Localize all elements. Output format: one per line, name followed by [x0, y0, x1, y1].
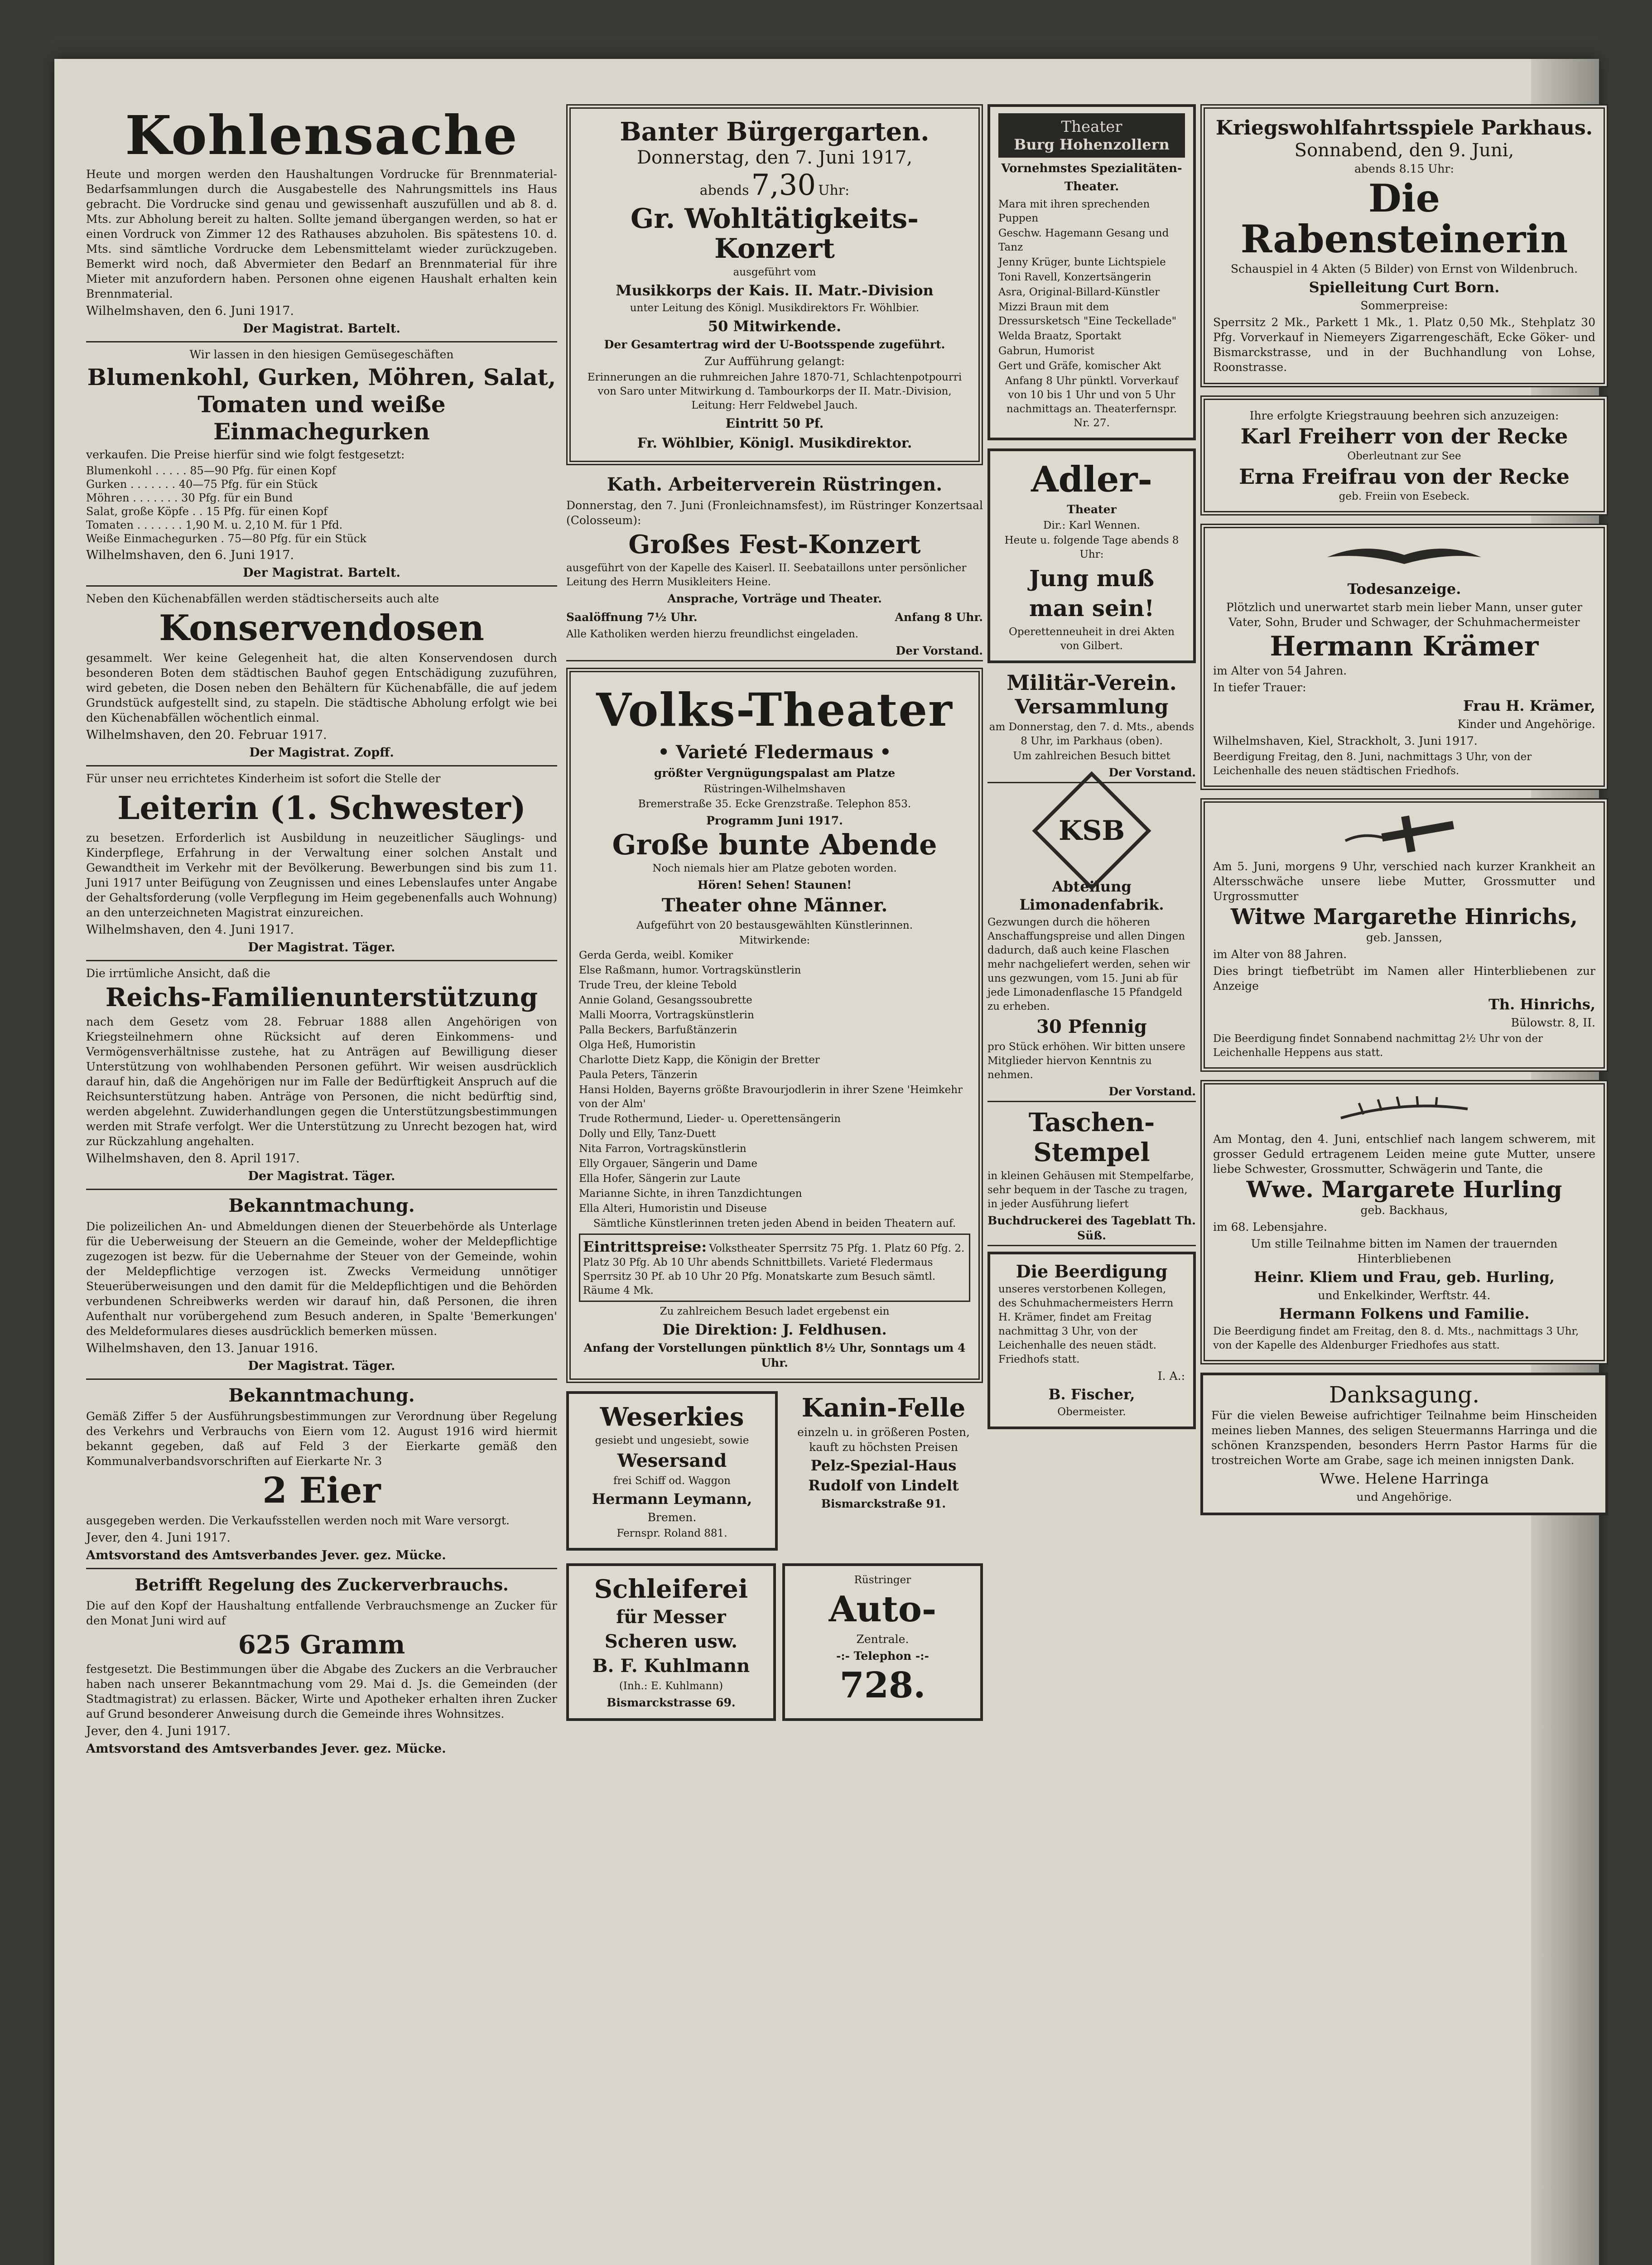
notice-leiterin: [86, 771, 557, 955]
mourner: Frau H. Krämer,: [1463, 697, 1595, 714]
price-list: [86, 464, 557, 545]
logo-line2: Burg Hohenzollern: [1014, 136, 1170, 153]
ad-kriegswohlfahrtsspiele: [1200, 104, 1608, 387]
notice-intro: Die irrtümliche Ansicht, daß die: [86, 967, 270, 980]
ad-banter-buergergarten: [566, 104, 983, 465]
ad-event2: Theater ohne Männer.: [661, 895, 888, 916]
ad-entry: Eintritt 50 Pf.: [725, 416, 824, 431]
palm-branch-icon: [1336, 1095, 1472, 1127]
price-row: Salat, große Köpfe . . 15 Pfg. für einen Kopf: [86, 505, 328, 518]
ad-title: Auto-: [828, 1589, 937, 1630]
ad-signature: Der Vorstand.: [1108, 766, 1196, 779]
divider: [86, 960, 557, 961]
act-item: Asra, Original-Billard-Künstler: [998, 286, 1160, 298]
ad-text: Für die vielen Beweise aufrichtiger Teilnahme beim Hinscheiden meines lieben Mannes, des seligen Steuermanns Harringa und die schönen Kranzspenden, besonders Herrn Pastor Harms für die trostreichen Worte am Grabe, sage ich meinen innigsten Dank.: [1211, 1409, 1597, 1467]
notice-date: Wilhelmshaven, den 6. Juni 1917.: [86, 304, 294, 318]
notice-text: ausgegeben werden. Die Verkaufsstellen werden noch mit Ware versorgt.: [86, 1514, 510, 1527]
notice-signature: Der Magistrat. Bartelt.: [243, 566, 400, 580]
act-item: Gabrun, Humorist: [998, 345, 1094, 357]
performer: Marianne Sichte, in ihren Tanzdichtungen: [579, 1188, 802, 1200]
funeral-info: Die Beerdigung findet am Freitag, den 8. d. Mts., nachmittags 3 Uhr, von der Kapelle des Aldenburger Friedhofes aus statt.: [1213, 1325, 1579, 1351]
performer: Olga Heß, Humoristin: [579, 1039, 696, 1051]
notice-title: Reichs-Familienunterstützung: [105, 983, 538, 1012]
deceased-age: im 68. Lebensjahre.: [1213, 1220, 1327, 1234]
ad-title: Kriegswohlfahrtsspiele Parkhaus.: [1215, 116, 1593, 140]
ad-title: Danksagung.: [1329, 1382, 1480, 1408]
ad-city: Bremen.: [647, 1511, 697, 1524]
ad-shop: Pelz-Spezial-Haus: [810, 1457, 957, 1474]
deceased-age: im Alter von 88 Jahren.: [1213, 948, 1347, 961]
ad-name: B. Fischer,: [1048, 1386, 1135, 1403]
act-item: Toni Ravell, Konzertsängerin: [998, 271, 1151, 283]
performer: Malli Moorra, Vortragskünstlerin: [579, 1009, 754, 1021]
ad-time: abends 8.15 Uhr:: [1354, 162, 1454, 175]
notice-signature: Der Magistrat. Täger.: [248, 1169, 395, 1183]
ad-shop: Buchdruckerei des Tageblatt Th. Süß.: [987, 1214, 1196, 1242]
ad-direction: Die Direktion: J. Feldhusen.: [662, 1321, 887, 1338]
price-text: Sperrsitz 2 Mk., Parkett 1 Mk., 1. Platz 0,50 Mk., Stehplatz 30 Pfg. Vorverkauf in Niemeyers Zigarrengeschäft, Ecke Göker- und Bismarckstrasse, und in der Buchhandlung von Lohse, Roonstrasse.: [1213, 316, 1595, 374]
ad-lead: Spielleitung Curt Born.: [1309, 279, 1500, 296]
mourner3: Hermann Folkens und Familie.: [1279, 1305, 1530, 1322]
ad-program-title: Zur Aufführung gelangt:: [704, 355, 845, 368]
ad-invite: Alle Katholiken werden hierzu freundlichst eingeladen.: [566, 628, 859, 640]
ad-extra: Ansprache, Vorträge und Theater.: [667, 592, 882, 605]
mourner2: Kinder und Angehörige.: [1457, 718, 1595, 731]
column-official-notices: [86, 104, 557, 1759]
ad-price: 30 Pfennig: [1036, 1016, 1147, 1037]
performer: Nita Farron, Vortragskünstlerin: [579, 1143, 747, 1155]
notice-text: Gemäß Ziffer 5 der Ausführungsbestimmungen zur Verordnung über Regelung des Verkehrs und Verbrauchs von Eiern vom 12. August 1916 wird hiermit bekannt gegeben, daß auf Feld 3 der Eierkarte gemäß den Kommunalverbandsvorschriften auf Eierkarte Nr. 3: [86, 1410, 557, 1468]
notice-intro: Neben den Küchenabfällen werden städtischerseits auch alte: [86, 592, 439, 605]
ad-role: Obermeister.: [1057, 1406, 1126, 1418]
performer: Ella Alteri, Humoristin und Diseuse: [579, 1203, 767, 1214]
divider: [86, 585, 557, 587]
ad-text: einzeln u. in größeren Posten, kauft zu höchsten Preisen: [797, 1426, 970, 1454]
ad-top: Rüstringer: [854, 1574, 911, 1586]
grief-label: Um stille Teilnahme bitten im Namen der trauernden Hinterbliebenen: [1251, 1237, 1558, 1265]
ad-sand: Wesersand: [617, 1450, 727, 1471]
notice-sub: verkaufen. Die Preise hierfür sind wie folgt festgesetzt:: [86, 448, 405, 461]
act-item: Mizzi Braun mit dem Dressursketsch "Eine Teckellade": [998, 301, 1177, 327]
ad-title: Todesanzeige.: [1347, 580, 1461, 598]
ad-program: Erinnerungen an die ruhmreichen Jahre 1870-71, Schlachtenpotpourri von Saro unter Mitwirkung d. Tambourkorps der II. Matr.-Division, Leitung: Herr Feldwebel Jauch.: [587, 371, 962, 411]
notice-reichs: [86, 966, 557, 1184]
ad-title: Volks-Theater: [596, 683, 953, 737]
ad-title: Kanin-Felle: [801, 1393, 966, 1423]
divider: [86, 1378, 557, 1380]
performer: Trude Rothermund, Lieder- u. Operettensängerin: [579, 1113, 841, 1125]
ad-name: Hermann Leymann,: [592, 1490, 752, 1508]
ad-play: Jung muß man sein!: [1029, 565, 1155, 622]
ad-militaer-verein: [987, 671, 1196, 783]
notice-title: Kohlensache: [125, 104, 518, 167]
act-item: Geschw. Hagemann Gesang und Tanz: [998, 227, 1169, 253]
performer: Ella Hofer, Sängerin zur Laute: [579, 1173, 741, 1185]
groom-name: Karl Freiherr von der Recke: [1240, 424, 1568, 448]
ad-auto-zentrale: [782, 1563, 983, 1721]
notice-date: Wilhelmshaven, den 4. Juni 1917.: [86, 923, 294, 937]
ad-desc: Operettenneuheit in drei Akten von Gilbert.: [1009, 626, 1175, 652]
notice-text: gesammelt. Wer keine Gelegenheit hat, die alten Konservendosen durch besonderen Boten dem städtischen Bauhof gegen Entschädigung zuzuführen, wird gebeten, die Dosen neben den Behältern für Küchenabfälle, die auf jedem Grundstück aufgestellt sind, zu stapeln. Die städtische Abholung erfolgt wie bei den Küchenabfällen wöchentlich einmal.: [86, 651, 557, 724]
notice-zucker: [86, 1574, 557, 1757]
ad-visit: Um zahlreichen Besuch bittet: [1013, 750, 1170, 762]
performer: Else Raßmann, humor. Vortragskünstlerin: [579, 964, 801, 976]
ad-phone: Fernspr. Roland 881.: [616, 1528, 727, 1539]
column-events: [566, 104, 983, 1729]
ad-note: Anfang 8 Uhr pünktl. Vorverkauf von 10 bis 1 Uhr und von 5 Uhr nachmittags an. Theaterfernspr. Nr. 27.: [1005, 375, 1179, 429]
ad-date: Sonnabend, den 9. Juni,: [1294, 140, 1514, 161]
ad-text: Am 5. Juni, morgens 9 Uhr, verschied nach kurzer Krankheit an Altersschwäche unsere liebe Mutter, Grossmutter und Urgrossmutter: [1213, 860, 1595, 903]
deceased-name: Wwe. Margarete Hurling: [1246, 1176, 1562, 1203]
ad-event: Große bunte Abende: [612, 828, 937, 861]
performer: Annie Goland, Gesangssoubrette: [579, 994, 752, 1006]
ad-phone-label: -:- Telephon -:-: [836, 1649, 929, 1663]
notice-signature: Der Magistrat. Täger.: [248, 940, 395, 954]
notice-konservendosen: [86, 591, 557, 761]
ad-title: Taschen-Stempel: [1028, 1108, 1155, 1167]
time-suffix: Uhr:: [818, 183, 850, 198]
notice-date: Wilhelmshaven, den 13. Januar 1916.: [86, 1341, 318, 1355]
eagle-icon: [1323, 539, 1486, 575]
ad-date: Donnerstag, den 7. Juni (Fronleichnamsfest), im Rüstringer Konzertsaal (Colosseum):: [566, 499, 983, 527]
ad-address: Bismarckstraße 91.: [821, 1497, 946, 1510]
notice-text: Heute und morgen werden den Haushaltungen Vordrucke für Brennmaterial-Bedarfsammlungen durch die Ausgabestelle des Nahrungsmittels ins Haus gebracht. Die Vordrucke sind genau und gewissenhaft auszufüllen und ab 8. d. Mts. zur Abholung bereit zu halten. Sollte jemand übergangen werden, so hat er einen Vordruck von Zimmer 12 des Rathauses abzuholen. Bis spätestens 10. d. Mts. sind sämtliche Vordrucke dem Lebensmittelamt wieder zurückzugeben. Bemerkt wird noch, daß Abvermieter den Bedarf an Brennmaterial für ihre Mieter mit anzufordern haben. Personen ohne eigenen Haushalt erhalten kein Brennmaterial.: [86, 168, 557, 300]
ad-taschenstempel: [987, 1108, 1196, 1246]
ad-by: ausgeführt vom: [733, 266, 816, 278]
ad-name: B. F. Kuhlmann: [592, 1655, 750, 1677]
ad-text: Am Montag, den 4. Juni, entschlief nach langem schwerem, mit grosser Geduld ertragenem Leiden meine gute Mutter, unsere liebe Schwester, Grossmutter, Schwägerin und Tante, die: [1213, 1132, 1595, 1176]
ad-visit: Zu zahlreichem Besuch ladet ergebenst ein: [660, 1306, 890, 1317]
price-row: Tomaten . . . . . . . 1,90 M. u. 2,10 M. für 1 Pfd.: [86, 519, 343, 531]
mourner: Heinr. Kliem und Frau, geb. Hurling,: [1254, 1268, 1555, 1286]
act-item: Mara mit ihren sprechenden Puppen: [998, 198, 1150, 224]
ad-sub: • Varieté Fledermaus •: [658, 742, 891, 763]
notice-intro: Wir lassen in den hiesigen Gemüsegeschäften: [189, 348, 454, 361]
deceased-born: geb. Backhaus,: [1360, 1204, 1448, 1217]
mourner: Th. Hinrichs,: [1488, 996, 1595, 1013]
deceased-born: geb. Janssen,: [1366, 931, 1443, 944]
ad-meeting: Versammlung: [1015, 695, 1169, 718]
funeral-info: Die Beerdigung findet Sonnabend nachmittag 2½ Uhr von der Leichenhalle Heppens aus statt.: [1213, 1033, 1543, 1059]
ad-ia: I. A.:: [1157, 1369, 1185, 1383]
ad-text: unseres verstorbenen Kollegen, des Schuhmachermeisters Herrn H. Krämer, findet am Freitag nachmittag 3 Uhr, von der Leichenhalle des neuen städt. Friedhofs statt.: [998, 1283, 1174, 1365]
ad-open: Saalöffnung 7½ Uhr.: [566, 611, 698, 624]
divider: [86, 341, 557, 342]
ad-owner: (Inh.: E. Kuhlmann): [619, 1680, 723, 1692]
performer: Gerda Gerda, weibl. Komiker: [579, 949, 733, 961]
performer: Elly Orgauer, Sängerin und Dame: [579, 1158, 757, 1170]
price-row: Möhren . . . . . . . 30 Pfg. für ein Bund: [86, 492, 293, 504]
notice-title: Leiterin (1. Schwester): [117, 789, 526, 827]
ad-director: Dir.: Karl Wennen.: [1043, 520, 1140, 531]
notice-title: Bekanntmachung.: [228, 1195, 415, 1216]
ad-count: 50 Mitwirkende.: [708, 318, 842, 335]
ksb-logo: [1032, 771, 1151, 890]
time-value: 7,30: [751, 169, 816, 202]
notice-date: Wilhelmshaven, den 6. Juni 1917.: [86, 548, 294, 562]
ad-play: Die Rabensteinerin: [1240, 176, 1568, 261]
deceased-name: Hermann Krämer: [1270, 631, 1539, 662]
ad-title: Adler-: [1031, 459, 1152, 500]
ad-note: Dies bringt tiefbetrübt im Namen aller Hinterbliebenen zur Anzeige: [1213, 964, 1595, 993]
cross-icon: [1336, 814, 1472, 854]
ad-signature: Der Vorstand.: [1108, 1085, 1196, 1098]
ad-band: Musikkorps der Kais. II. Matr.-Division: [616, 282, 934, 299]
mourner2: und Enkelkinder, Werftstr. 44.: [1318, 1289, 1491, 1302]
ad-title: Militär-Verein.: [1007, 670, 1177, 695]
ad-today: Heute u. folgende Tage abends 8 Uhr:: [1004, 535, 1179, 560]
ad-desc: Vornehmstes Spezialitäten-Theater.: [1001, 162, 1182, 193]
performer: Dolly und Elly, Tanz-Duett: [579, 1128, 716, 1140]
performers-title: Mitwirkende:: [739, 935, 810, 946]
mourner-address: Bülowstr. 8, II.: [1511, 1016, 1595, 1029]
notice-text: festgesetzt. Die Bestimmungen über die Abgabe des Zuckers an die Verbraucher haben nach unserer Bekanntmachung vom 29. Mai d. Js. die Gemeinden (der Stadtmagistrat) zu erlassen. Bäcker, Wirte und Apotheker erhalten ihren Zucker auf Grund besonderer Anweisung durch die Gemeinde ihres Wohnsitzes.: [86, 1663, 557, 1720]
signer-family: und Angehörige.: [1356, 1490, 1452, 1504]
ad-kanin-felle: [784, 1391, 983, 1559]
ad-address: Bremerstraße 35. Ecke Grenzstraße. Telephon 853.: [638, 798, 911, 810]
notice-kohlensache: [86, 106, 557, 337]
ad-proceeds: Der Gesamtertrag wird der U-Bootsspende zugeführt.: [604, 338, 945, 351]
ad-todesanzeige-kraemer: [1200, 524, 1608, 790]
ad-cast-note: Aufgeführt von 20 bestausgewählten Künstlerinnen.: [636, 920, 913, 931]
ad-weserkies: [566, 1391, 778, 1551]
notice-gemuese: [86, 347, 557, 581]
notice-date: Jever, den 4. Juni 1917.: [86, 1531, 231, 1545]
act-item: Gert und Gräfe, komischer Akt: [998, 360, 1161, 372]
notice-bekanntmachung-2: [86, 1384, 557, 1563]
ad-beerdigung: [987, 1252, 1196, 1429]
ad-program: Programm Juni 1917.: [706, 814, 843, 827]
ad-signature: Fr. Wöhlbier, Königl. Musikdirektor.: [637, 435, 912, 451]
performer: Palla Beckers, Barfußtänzerin: [579, 1024, 737, 1036]
bride-born: geb. Freiin von Esebeck.: [1339, 491, 1470, 502]
ad-phone: 728.: [839, 1665, 926, 1706]
ad-place: Rüstringen-Wilhelmshaven: [703, 783, 846, 795]
ad-times: [566, 608, 983, 626]
price-title: Eintrittspreise:: [583, 1238, 707, 1255]
ad-date: am Donnerstag, den 7. d. Mts., abends 8 Uhr, im Parkhaus (oben).: [989, 721, 1194, 747]
ad-sub: Theater: [1067, 503, 1117, 516]
ad-address: Bismarckstrasse 69.: [607, 1696, 736, 1709]
ad-intro: Ihre erfolgte Kriegstrauung beehren sich anzuzeigen:: [1249, 409, 1559, 422]
performer: Charlotte Dietz Kapp, die Königin der Bretter: [579, 1054, 820, 1066]
act-item: Jenny Krüger, bunte Lichtspiele: [998, 256, 1166, 268]
ad-time: [579, 169, 970, 202]
logo-text: KSB: [1058, 814, 1125, 847]
ad-date: Donnerstag, den 7. Juni 1917,: [636, 147, 913, 168]
ad-desc: Schauspiel in 4 Akten (5 Bilder) von Ernst von Wildenbruch.: [1230, 262, 1578, 275]
notice-title: Betrifft Regelung des Zuckerverbrauchs.: [135, 1576, 509, 1595]
price-text: Volkstheater Sperrsitz 75 Pfg. 1. Platz 60 Pfg. 2. Platz 30 Pfg. Ab 10 Uhr abends Schnittbillets. Varieté Fledermaus Sperrsitz 30 Pf. ab 10 Uhr 20 Pfg. Monatskarte zum Besuch sämtl. Räume 4 Mk.: [583, 1243, 965, 1296]
price-box: [579, 1234, 970, 1302]
notice-title: Konservendosen: [159, 607, 484, 649]
ad-title: Abteilung Limonadenfabrik.: [1019, 878, 1164, 913]
ad-title: Kath. Arbeiterverein Rüstringen.: [607, 474, 943, 495]
signer-name: Wwe. Helene Harringa: [1320, 1470, 1489, 1487]
ad-title: Banter Bürgergarten.: [620, 117, 930, 147]
ad-row-bottom: [566, 1563, 983, 1729]
deceased-age: im Alter von 54 Jahren.: [1213, 664, 1347, 677]
theater-logo: [998, 113, 1185, 158]
time-prefix: abends: [699, 183, 749, 198]
ad-text: Plötzlich und unerwartet starb mein lieber Mann, unser guter Vater, Sohn, Bruder und Schwager, der Schuhmachermeister: [1226, 601, 1583, 629]
notice-text: zu besetzen. Erforderlich ist Ausbildung in neuzeitlicher Säuglings- und Kinderpflege, Erfahrung in der Verwaltung einer solchen Anstalt und Gewandtheit im Verkehr mit der Bevölkerung. Bewerbungen sind bis zum 11. Juni 1917 unter Beifügung von Zeugnissen und eines Lebenslaufes unter Angabe der Gehaltsforderung (volle Verpflegung im Heim gegebenenfalls auch Wohnung) an den unterzeichneten Magistrat einzureichen.: [86, 831, 557, 919]
ad-danksagung: [1200, 1373, 1608, 1515]
notice-title: Blumenkohl, Gurken, Möhren, Salat, Tomaten und weiße Einmachegurken: [87, 364, 556, 445]
sugar-amount: 625 Gramm: [238, 1630, 405, 1660]
act-item: Welda Braatz, Sportakt: [998, 330, 1122, 342]
ad-volks-theater: [566, 668, 983, 1383]
grief-label: In tiefer Trauer:: [1213, 681, 1306, 694]
ad-text2: pro Stück erhöhen. Wir bitten unsere Mitglieder hiervon Kenntnis zu nehmen.: [987, 1041, 1185, 1081]
notice-text: Die polizeilichen An- und Abmeldungen dienen der Steuerbehörde als Unterlage für die Ueberweisung der Steuern an die Gemeinde, woher der Meldepflichtige zugezogen ist bezw. für die Uebernahme der Steuer von der Gemeinde, wohin der Meldepflichtige verzogen ist. Zwecks Vermeidung unnötiger Steuerüberweisungen und den damit für die Meldepflichtigen und die Behörden verbundenen Schreibwerks werden wir darauf hin, daß Personen, die ihren Aufenthalt nur vorübergehend zum Besuch anderen, in Spalte 'Bemerkungen' des Meldeformulares dieses ausdrücklich bemerken müssen.: [86, 1220, 557, 1338]
ad-start: Anfang 8 Uhr.: [895, 611, 983, 624]
column-family-notices: [1200, 104, 1608, 1523]
ad-text: ausgeführt von der Kapelle des Kaiserl. II. Seebataillons unter persönlicher Leitung des Herrn Musikleiters Heine.: [566, 562, 967, 588]
ad-event: Gr. Wohltätigkeits-Konzert: [630, 203, 919, 265]
ad-limonadenfabrik: [987, 789, 1196, 1102]
logo-line1: Theater: [1061, 118, 1122, 136]
performer: Hansi Holden, Bayerns größte Bravourjodlerin in ihrer Szene 'Heimkehr von der Alm': [579, 1084, 963, 1110]
ad-title: Weserkies: [600, 1402, 744, 1432]
ad-all: Sämtliche Künstlerinnen treten jeden Abend in beiden Theatern auf.: [593, 1218, 956, 1229]
price-row: Gurken . . . . . . . 40—75 Pfg. für ein Stück: [86, 478, 318, 491]
ad-hear: Hören! Sehen! Staunen!: [697, 878, 852, 892]
notice-signature: Der Magistrat. Täger.: [248, 1359, 395, 1373]
funeral-info: Beerdigung Freitag, den 8. Juni, nachmittags 3 Uhr, von der Leichenhalle des neuen städtischen Friedhofs.: [1213, 751, 1532, 777]
deceased-name: Witwe Margarethe Hinrichs,: [1230, 904, 1578, 930]
divider: [86, 1568, 557, 1569]
divider: [86, 765, 557, 766]
notice-title: Bekanntmachung.: [228, 1385, 415, 1406]
ad-signature: Der Vorstand.: [896, 644, 983, 657]
notice-date: Wilhelmshaven, den 8. April 1917.: [86, 1152, 300, 1166]
price-title: Sommerpreise:: [1360, 299, 1448, 312]
ad-desc: gesiebt und ungesiebt, sowie: [595, 1435, 749, 1446]
egg-amount: 2 Eier: [262, 1470, 381, 1511]
groom-rank: Oberleutnant zur See: [1347, 450, 1461, 462]
price-row: Blumenkohl . . . . . 85—90 Pfg. für einen Kopf: [86, 464, 336, 477]
performer: Trude Treu, der kleine Tebold: [579, 979, 737, 991]
act-list: [998, 198, 1185, 373]
notice-intro: Für unser neu errichtetes Kinderheim ist sofort die Stelle der: [86, 772, 441, 785]
column-small-ads: [987, 104, 1196, 1437]
ad-date: Wilhelmshaven, Kiel, Strackholt, 3. Juni 1917.: [1213, 734, 1478, 747]
ad-todesanzeige-hurling: [1200, 1080, 1608, 1364]
notice-signature: Amtsvorstand des Amtsverbandes Jever. gez. Mücke.: [86, 1548, 446, 1562]
ad-theater-hohenzollern: [987, 104, 1196, 440]
price-row: Weiße Einmachegurken . 75—80 Pfg. für ein Stück: [86, 532, 366, 545]
divider: [86, 1189, 557, 1190]
notice-date: Wilhelmshaven, den 20. Februar 1917.: [86, 728, 327, 742]
ad-schleiferei: [566, 1563, 776, 1721]
ad-for: für Messer: [616, 1606, 726, 1628]
ad-kriegstrauung: [1200, 395, 1608, 516]
notice-signature: Amtsvorstand des Amtsverbandes Jever. gez. Mücke.: [86, 1742, 446, 1756]
ad-todesanzeige-hinrichs: [1200, 798, 1608, 1072]
ad-text: in kleinen Gehäusen mit Stempelfarbe, sehr bequem in der Tasche zu tragen, in jeder Ausführung liefert: [987, 1170, 1194, 1210]
performer-list: [579, 949, 970, 1216]
ad-never: Noch niemals hier am Platze geboten worden.: [652, 863, 897, 874]
notice-text: nach dem Gesetz vom 28. Februar 1888 allen Angehörigen von Kriegsteilnehmern ohne Rücksicht auf deren Einkommens- und Vermögensverhältnisse zustehe, hat zu Anträgen auf Bewilligung dieser Unterstützung von wohlhabenden Personen geführt. Wir weisen ausdrücklich darauf hin, daß die Angehörigen nur im Falle der Bedürftigkeit Anspruch auf die Reichsunterstützung haben. Anträge von Personen, die nicht bedürftig sind, werden abgelehnt. Zuwiderhandlungen gegen die Unterstützungsbestimmungen werden mit Strafe verfolgt. Wer die Unterstützung zu Unrecht bezogen hat, wird zur Rückzahlung angehalten.: [86, 1015, 557, 1148]
notice-text: Die auf den Kopf der Haushaltung entfallende Verbrauchsmenge an Zucker für den Monat Juni wird auf: [86, 1599, 557, 1627]
ad-title: Die Beerdigung: [1016, 1261, 1168, 1282]
ad-adler-theater: [987, 448, 1196, 663]
notice-date: Jever, den 4. Juni 1917.: [86, 1724, 231, 1738]
ad-title: Schleiferei: [594, 1574, 748, 1604]
ad-sub: Zentrale.: [856, 1633, 909, 1646]
ad-lead: unter Leitung des Königl. Musikdirektors Fr. Wöhlbier.: [630, 302, 920, 314]
ad-event: Großes Fest-Konzert: [628, 530, 921, 559]
notice-signature: Der Magistrat. Bartelt.: [243, 322, 400, 336]
ad-row-small: [566, 1391, 983, 1559]
notice-bekanntmachung-1: [86, 1195, 557, 1374]
ad-desc: größter Vergnügungspalast am Platze: [654, 766, 896, 780]
ad-start: Anfang der Vorstellungen pünktlich 8½ Uhr, Sonntags um 4 Uhr.: [583, 1341, 966, 1369]
performer: Paula Peters, Tänzerin: [579, 1069, 698, 1081]
ad-text: Gezwungen durch die höheren Anschaffungspreise und allen Dingen dadurch, daß auch keine Flaschen mehr nachgeliefert werden, sehen wir uns gezwungen, vom 15. Juni ab für jede Limonadenflasche 15 Pfandgeld zu erheben.: [987, 916, 1190, 1012]
ad-name: Rudolf von Lindelt: [808, 1477, 959, 1494]
ad-scissors: Scheren usw.: [604, 1631, 738, 1652]
ad-kath-arbeiterverein: [566, 473, 983, 661]
bride-name: Erna Freifrau von der Recke: [1239, 464, 1570, 489]
ad-ship: frei Schiff od. Waggon: [613, 1475, 731, 1487]
notice-signature: Der Magistrat. Zopff.: [249, 746, 394, 760]
